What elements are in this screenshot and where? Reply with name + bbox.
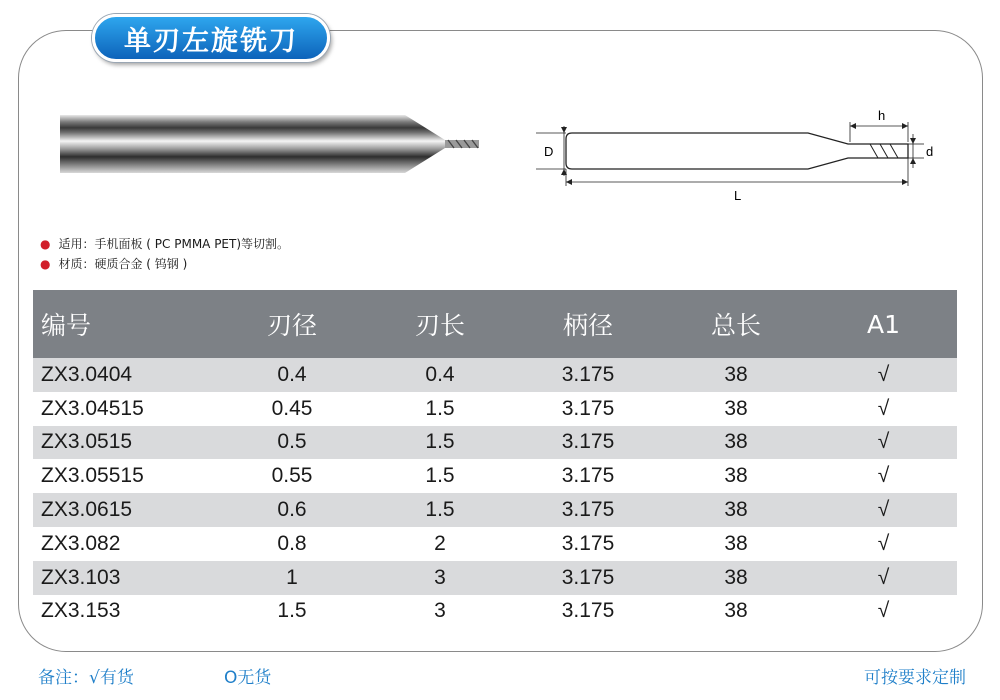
edge-diameter-cell: 0.6 xyxy=(218,493,366,527)
check-mark-icon: √ xyxy=(810,392,957,426)
check-mark-icon: √ xyxy=(810,459,957,493)
table-row xyxy=(33,459,957,493)
edge-diameter-cell: 1 xyxy=(218,561,366,595)
red-dot-icon: ● xyxy=(40,257,51,271)
total-length-cell: 38 xyxy=(662,561,810,595)
header-edge-length: 刃长 xyxy=(366,290,514,358)
note-material xyxy=(40,254,289,274)
notes-list xyxy=(40,234,289,274)
page-title: 单刃左旋铣刀 xyxy=(92,14,330,62)
check-mark-icon: √ xyxy=(810,426,957,460)
note-text: 适用：手机面板 ( PC PMMA PET)等切割。 xyxy=(58,237,290,251)
shank-diameter-cell: 3.175 xyxy=(514,358,662,392)
note-text: 材质：硬质合金 ( 钨钢 ) xyxy=(58,257,188,271)
table-row xyxy=(33,595,957,629)
part-number-cell: ZX3.103 xyxy=(33,561,218,595)
header-total-length: 总长 xyxy=(662,290,810,358)
table-row xyxy=(33,561,957,595)
header-edge-diameter: 刃径 xyxy=(218,290,366,358)
total-length-cell: 38 xyxy=(662,595,810,629)
edge-diameter-cell: 0.45 xyxy=(218,392,366,426)
edge-diameter-cell: 0.8 xyxy=(218,527,366,561)
shank-diameter-cell: 3.175 xyxy=(514,561,662,595)
spec-table xyxy=(33,290,957,628)
shank-diameter-cell: 3.175 xyxy=(514,459,662,493)
total-length-cell: 38 xyxy=(662,493,810,527)
check-mark-icon: √ xyxy=(810,595,957,629)
edge-length-cell: 0.4 xyxy=(366,358,514,392)
part-number-cell: ZX3.0404 xyxy=(33,358,218,392)
shank-diameter-cell: 3.175 xyxy=(514,392,662,426)
custom-order-note: 可按要求定制 xyxy=(864,668,966,688)
check-mark-icon: √ xyxy=(810,358,957,392)
edge-length-cell: 3 xyxy=(366,595,514,629)
shank-diameter-cell: 3.175 xyxy=(514,527,662,561)
table-row xyxy=(33,426,957,460)
legend-in-stock: 备注：√有货 xyxy=(38,668,134,688)
legend-no-stock: O无货 xyxy=(224,668,272,688)
diameter-d-label: d xyxy=(926,144,934,159)
table-row xyxy=(33,358,957,392)
edge-length-cell: 1.5 xyxy=(366,493,514,527)
part-number-cell: ZX3.0515 xyxy=(33,426,218,460)
table-row xyxy=(33,493,957,527)
total-length-cell: 38 xyxy=(662,527,810,561)
total-length-cell: 38 xyxy=(662,392,810,426)
flute-length-h-label: h xyxy=(878,108,886,123)
part-number-cell: ZX3.05515 xyxy=(33,459,218,493)
table-header-row xyxy=(33,290,957,358)
shank-diameter-cell: 3.175 xyxy=(514,493,662,527)
table-row xyxy=(33,527,957,561)
total-length-cell: 38 xyxy=(662,459,810,493)
edge-diameter-cell: 0.55 xyxy=(218,459,366,493)
part-number-cell: ZX3.04515 xyxy=(33,392,218,426)
check-mark-icon: √ xyxy=(810,527,957,561)
edge-length-cell: 3 xyxy=(366,561,514,595)
diameter-D-label: D xyxy=(544,144,554,159)
edge-diameter-cell: 0.4 xyxy=(218,358,366,392)
total-length-cell: 38 xyxy=(662,358,810,392)
red-dot-icon: ● xyxy=(40,237,51,251)
part-number-cell: ZX3.0615 xyxy=(33,493,218,527)
shank-diameter-cell: 3.175 xyxy=(514,426,662,460)
note-application xyxy=(40,234,289,254)
part-number-cell: ZX3.153 xyxy=(33,595,218,629)
edge-length-cell: 1.5 xyxy=(366,426,514,460)
header-a1: A1 xyxy=(810,290,957,358)
table-row xyxy=(33,392,957,426)
part-number-cell: ZX3.082 xyxy=(33,527,218,561)
edge-diameter-cell: 1.5 xyxy=(218,595,366,629)
overall-length-L-label: L xyxy=(734,188,742,203)
end-mill-photo xyxy=(60,112,485,182)
total-length-cell: 38 xyxy=(662,426,810,460)
header-shank-diameter: 柄径 xyxy=(514,290,662,358)
header-part-number: 编号 xyxy=(33,290,218,358)
shank-diameter-cell: 3.175 xyxy=(514,595,662,629)
check-mark-icon: √ xyxy=(810,561,957,595)
edge-length-cell: 1.5 xyxy=(366,459,514,493)
edge-diameter-cell: 0.5 xyxy=(218,426,366,460)
dimension-drawing xyxy=(530,100,950,210)
edge-length-cell: 2 xyxy=(366,527,514,561)
check-mark-icon: √ xyxy=(810,493,957,527)
edge-length-cell: 1.5 xyxy=(366,392,514,426)
